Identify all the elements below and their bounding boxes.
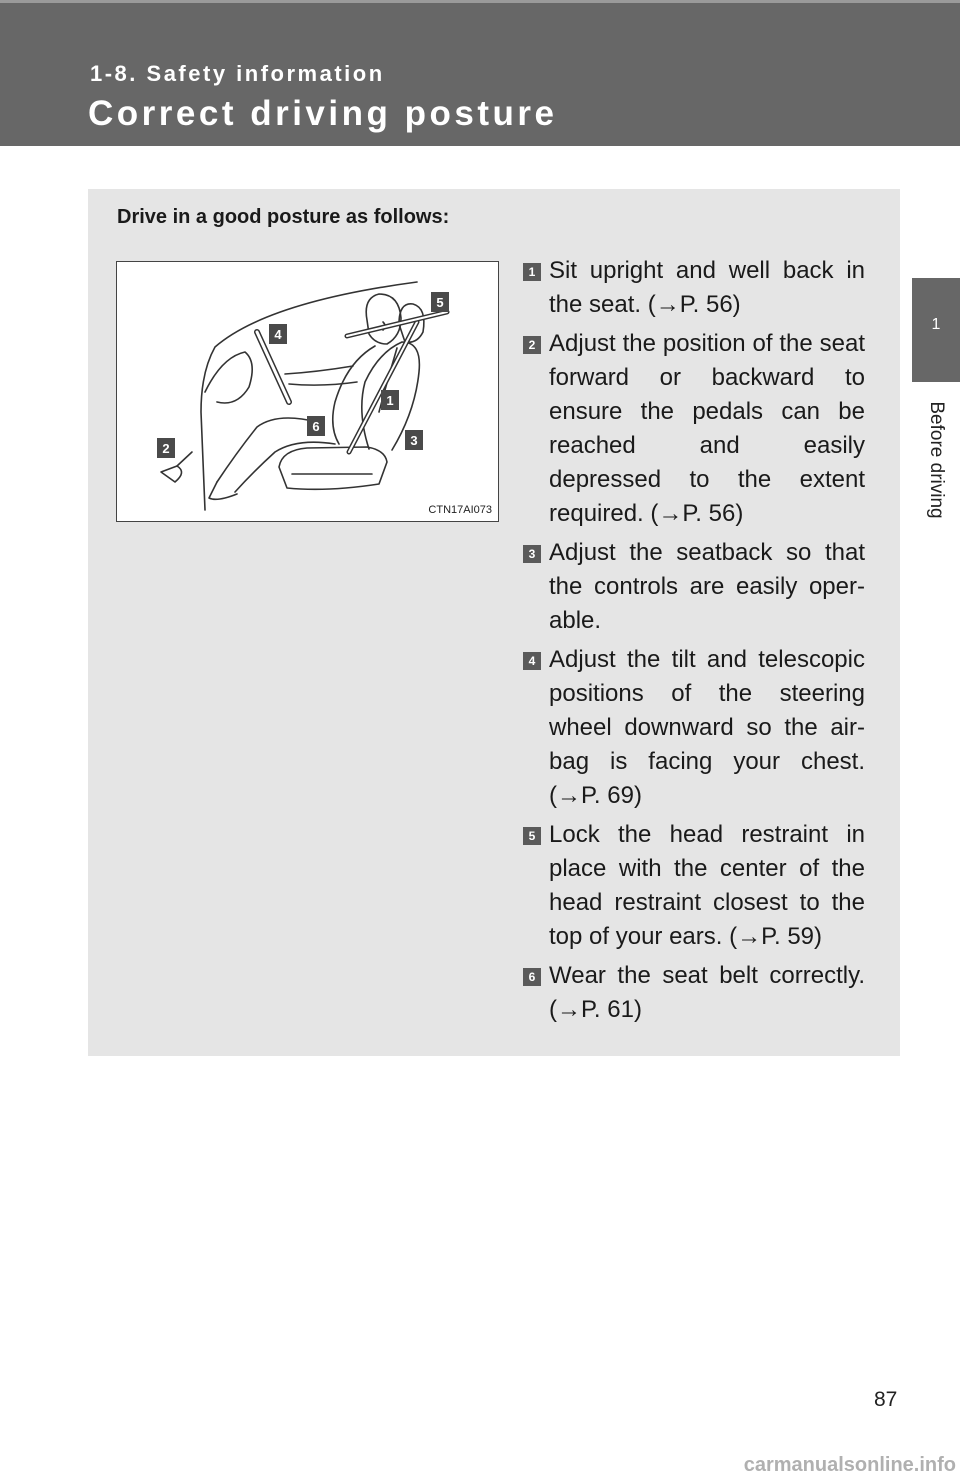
step-marker: 5 bbox=[523, 827, 541, 845]
svg-text:3: 3 bbox=[410, 433, 418, 448]
page-title: Correct driving posture bbox=[88, 94, 558, 133]
list-item bbox=[523, 818, 865, 954]
svg-text:2: 2 bbox=[162, 441, 170, 456]
step-marker: 4 bbox=[523, 652, 541, 670]
step-marker: 6 bbox=[523, 968, 541, 986]
svg-text:5: 5 bbox=[436, 295, 444, 310]
chapter-number: 1 bbox=[931, 316, 941, 333]
watermark: carmanualsonline.info bbox=[743, 1454, 956, 1476]
step-text: Adjust the position of the seat forward or backward to ensure the pedals can be reached and easily depressed to the extent required. (→P. 56) bbox=[549, 330, 865, 527]
figure-code: CTN17AI073 bbox=[428, 504, 492, 516]
list-item bbox=[523, 327, 865, 531]
list-item bbox=[523, 959, 865, 1027]
svg-text:1: 1 bbox=[386, 393, 394, 408]
list-item bbox=[523, 536, 865, 638]
chapter-tab bbox=[912, 278, 960, 382]
list-item bbox=[523, 254, 865, 322]
step-marker: 1 bbox=[523, 263, 541, 281]
step-marker: 3 bbox=[523, 545, 541, 563]
section-label: 1-8. Safety information bbox=[90, 61, 385, 86]
svg-text:6: 6 bbox=[312, 419, 320, 434]
step-text: Adjust the tilt and telescopic positions of the steering wheel downward so the air- bag is facing your chest. (→P. 69) bbox=[549, 646, 865, 809]
page-header bbox=[0, 0, 960, 146]
step-marker: 2 bbox=[523, 336, 541, 354]
callout-markers bbox=[157, 292, 449, 458]
step-text: Wear the seat belt correctly. (→P. 61) bbox=[549, 962, 865, 1023]
svg-text:4: 4 bbox=[274, 327, 282, 342]
posture-steps-list bbox=[523, 254, 865, 1032]
step-text: Lock the head restraint in place with the center of the head restraint closest to the top of your ears. (→P. 59) bbox=[549, 821, 865, 950]
posture-drawing bbox=[117, 262, 500, 523]
step-text: Sit upright and well back in the seat. (→P. 56) bbox=[549, 257, 865, 318]
chapter-label: Before driving bbox=[926, 401, 947, 519]
page-number: 87 bbox=[874, 1388, 898, 1411]
list-item bbox=[523, 643, 865, 813]
driving-posture-illustration bbox=[116, 261, 499, 522]
step-text: Adjust the seatback so that the controls are easily oper- able. bbox=[549, 539, 865, 634]
intro-text: Drive in a good posture as follows: bbox=[117, 206, 450, 228]
